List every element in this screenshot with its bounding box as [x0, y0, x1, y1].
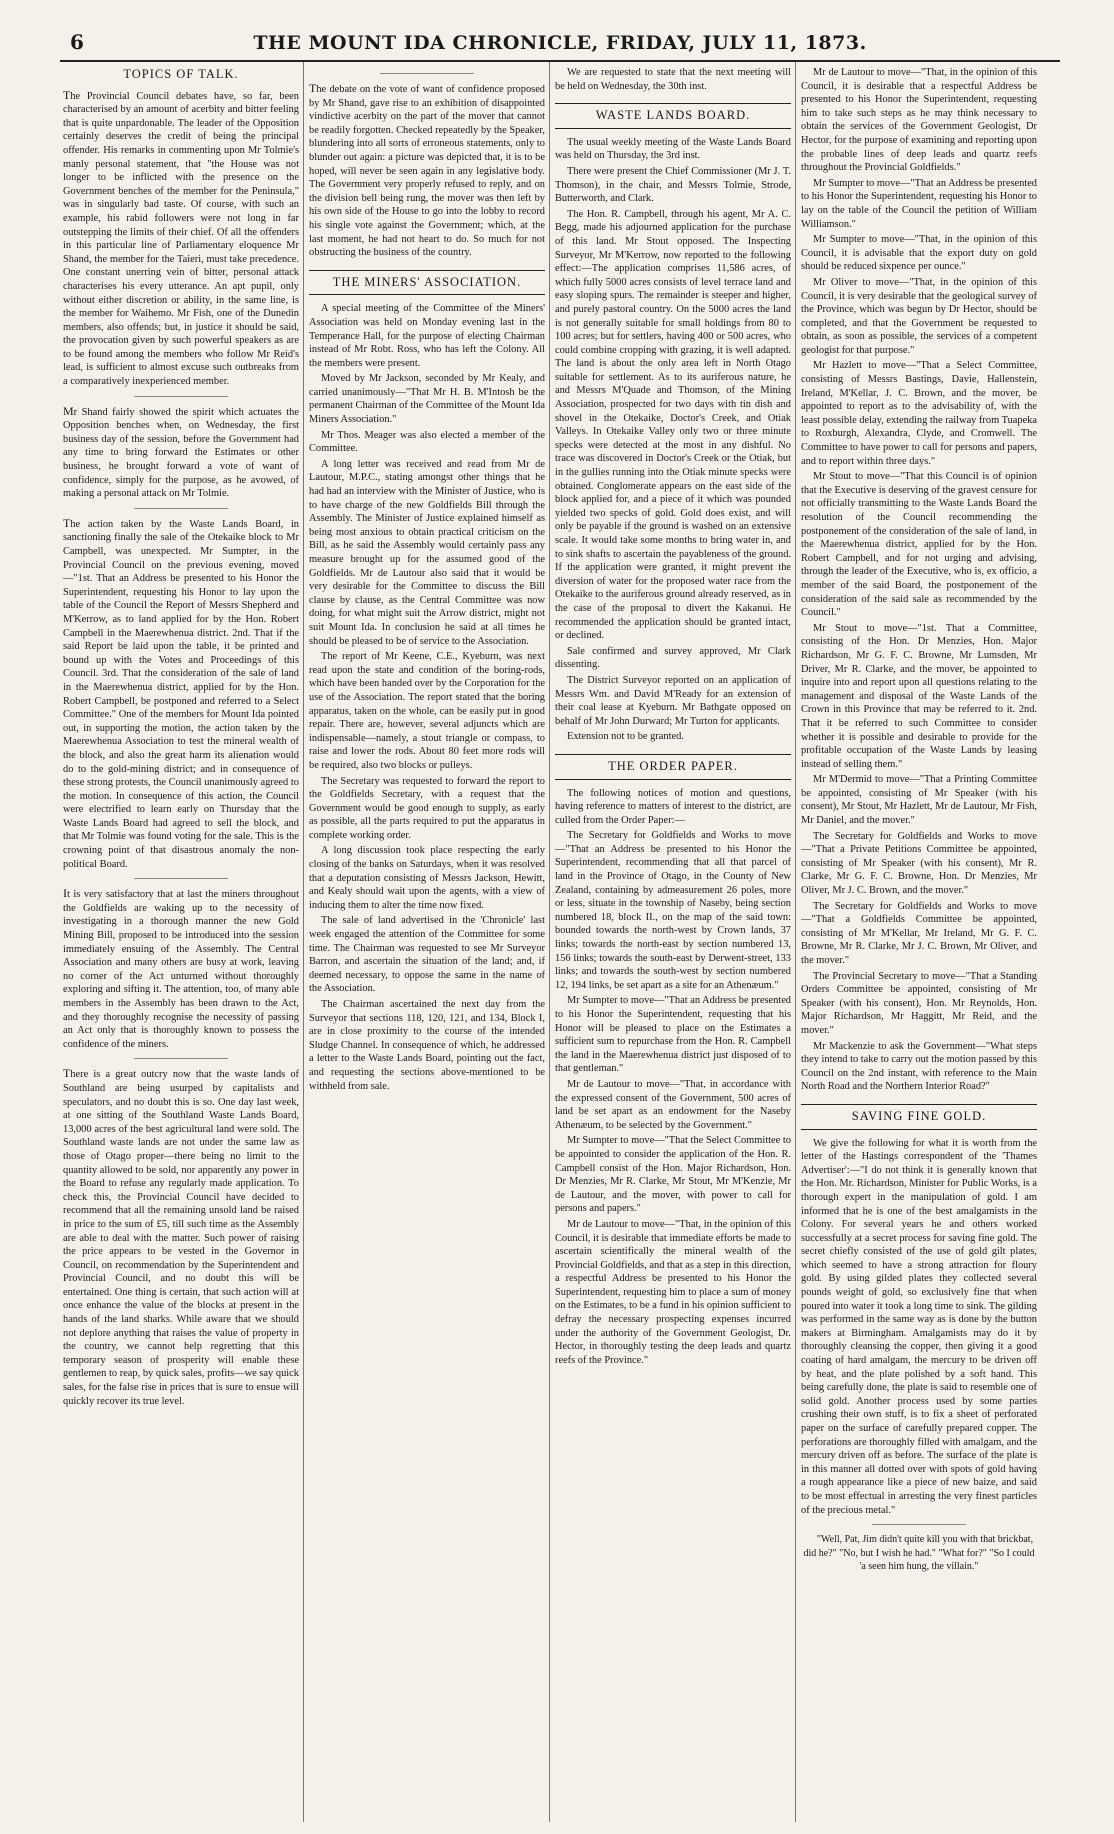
order-paragraph: The Secretary for Goldfields and Works to move—"That an Address be presented to his Honor the Superintendent, recommending that all that parcel of land in the Province of Otago, in the County of New Zealand, containing by admeasurement 26 poles, more or less, situate in the township of Naseby, being section numbered 18, block II., on the map of the said town: bounded towards the north-west by Crown lands, 37 links; towards the north-east by section numbered 13, 156 links; towards the south-east by Derwent-street, 133 links; and towards the south-west by section numbered 12, 194 links, be set apart as a site for an Athenæum." — [555, 830, 791, 991]
order-paragraph: Mr Sumpter to move—"That an Address be presented to his Honor the Superintendent, requesting his Honor to lay on the table of the Council the petition of William Williamson." — [801, 177, 1037, 230]
order-paragraph: Mr de Lautour to move—"That, in the opinion of this Council, it is desirable that immediate efforts be made to ascertain scientifically the mineral wealth of the Provincial Goldfields, and that as a step in this direction, a respectful Address be presented to his Honor the Superintendent, requesting him to place a sum of money on the Estimates, to be a fund in his opinion sufficient to defray the necessary prospecting expenses incurred under the authority of the Government Geologist, Dr. Hector, in thoroughly testing the deep leads and quartz reefs of the Province." — [555, 1218, 791, 1366]
masthead: THE MOUNT IDA CHRONICLE, FRIDAY, JULY 11, 1873. — [253, 32, 867, 54]
order-paragraph: Mr de Lautour to move—"That, in accordance with the expressed consent of the Government, 500 acres of land be set apart as an endowment for the Naseby Athenæum, to be selected by the Government." — [555, 1078, 791, 1131]
miners-paragraph: The sale of land advertised in the 'Chronicle' last week engaged the attention of the Committee for some time. The Chairman was requested to see Mr Surveyor Barron, and ascertain the situation of the land; and, if deemed necessary, to oppose the same in the name of the Association. — [309, 915, 545, 995]
column-1 — [63, 66, 299, 1818]
order-paragraph: The Secretary for Goldfields and Works to move—"That a Goldfields Committee be appointed, consisting of Mr M'Kellar, Mr Ireland, Mr G. F. C. Browne, Mr R. Clarke, Mr J. C. Brown, Mr Oliver, and the mover." — [801, 900, 1037, 966]
topics-title: TOPICS OF TALK. — [123, 67, 239, 81]
order-paragraph: Mr de Lautour to move—"That, in the opinion of this Council, it is desirable that a respectful Address be presented to his Honor the Superintendent, requesting him to take such steps as he may think necessary to obtain the services of the Government Geologist, Dr Hector, for the purpose of examining and reporting upon the probable lines of deep leads and quartz reefs throughout the Provincial Goldfields." — [801, 67, 1037, 174]
divider — [134, 396, 228, 397]
order-paragraph: Mr Mackenzie to ask the Government—"What steps they intend to take to carry out the motion passed by this Council on the 2nd instant, with reference to the Main North Road and the Northern Interior Road?" — [801, 1040, 1037, 1093]
topics-paragraph: The action taken by the Waste Lands Board, in sanctioning finally the sale of the Otekaike block to Mr Campbell, was unexpected. Mr Sumpter, in the Provincial Council on the previous evening, moved—"1st. That an Address be presented to his Honor the Superintendent, requesting his Honor to lay upon the table of the Council the Report of Messrs Shepherd and M'Kerrow, as to land applied for by the Hon. Robert Campbell in the Maerewhenua district. 2nd. That if the said Report be laid upon the table, it be printed and bound up with the Votes and Proceedings of this Council. 3rd. That the consideration of the sale of land in the Maerewhenua district, applied for by the Hon. Robert Campbell, be postponed and referred to a Select Committee." One of the members for Mount Ida pointed out, in supporting the motion, the action taken by the Maerewhenua Association to test the mineral wealth of the block, and also the great harm its alienation would do to the gold-mining district; and in consequence of these strong protests, the Council unanimously agreed to the motion. In consequence of this action, the Council were electrified to learn early on Thursday that the Waste Lands Board had agreed to sell the block, and that Mr Tolmie was found voting for the sale. This is the crowning point of that disastrous anomaly the non-political Board. — [63, 515, 299, 870]
order-paragraph: The Secretary for Goldfields and Works to move—"That a Private Petitions Committee be appointed, consisting of Mr Speaker (with his consent), Mr R. Clarke, Mr G. F. C. Browne, Hon. Dr Menzies, Mr Oliver, Mr J. C. Brown, and the mover." — [801, 830, 1037, 897]
topics-paragraph: It is very satisfactory that at last the miners throughout the Goldfields are waking up to the necessity of investigating in a thorough manner the new Gold Mining Bill, proposed to be introduced into the session immediately ensuing of the Assembly. The Central Association and many others are busy at work, leaving no corner of the Act unturned without thoroughly exploring and sifting it. The attention, too, of many able members in the Assembly has been drawn to the Act, and they thoroughly recognise the necessity of passing an Act only that is thoroughly known to possess the confidence of the miners. — [63, 886, 299, 1050]
topics-paragraph: There is a great outcry now that the waste lands of Southland are being usurped by capitalists and speculators, and no doubt this is so. One day last week, at one sitting of the Southland Waste Lands Board, 13,000 acres of the best agricultural land were sold. The Southland waste lands are not under the same law as those of Otago proper—there being no limit to the quantity allowed to be sold, nor apparently any power in the Board to refuse any regularly made application. To check this, the Provincial Council have decided to recommend that all the remaining unsold land be raised in price to the sum of £5, till such time as the Assembly are able to deal with the matter. Such power of raising the price appears to be vested in the Governor in Council, on recommendation by the Superintendent and Provincial Council, and no doubt this will be entertained. One thing is certain, that such action will at once enhance the value of the blocks at present in the hands of the land sharks. While aware that we should not deplore anything that raises the value of property in the country, we cannot help regretting that this temporary season of prosperity will enable these gentlemen to reap, by quick sales, profits—we say quick sales, for the false rise in prices that is sure to ensue will quickly recover its true level. — [63, 1066, 299, 1407]
miners-paragraph: The report of Mr Keene, C.E., Kyeburn, was next read upon the state and condition of the boring-rods, which have been handed over by the Corporation for the use of the Association. The report stated that the boring apparatus, taken on the whole, can be easily put in good repair. There are, however, several adjuncts which are indispensable—namely, a stout triangle or compass, to raise and lower the rods. About 80 feet more rods will be required, also two blocks or pulleys. — [309, 651, 545, 771]
column-rule — [549, 62, 550, 1822]
miners-paragraph: The Secretary was requested to forward the report to the Goldfields Secretary, with a request that the Government would be good enough to supply, as early as possible, all the parts required to put the apparatus in complete working order. — [309, 775, 545, 841]
order-paper-title: THE ORDER PAPER. — [555, 754, 791, 780]
order-paragraph: The following notices of motion and questions, having reference to matters of interest to the district, are culled from the Order Paper:— — [555, 787, 791, 826]
order-paragraph: Mr Sumpter to move—"That the Select Committee to be appointed to consider the application of the Hon. R. Campbell consist of the Hon. Major Richardson, Hon. Dr Menzies, Mr R. Clarke, Mr Stout, Mr M'Kenzie, Mr de Lautour, and the mover, with power to call for persons and papers." — [555, 1135, 791, 1215]
waste-paragraph: Sale confirmed and survey approved, Mr Clark dissenting. — [555, 645, 791, 671]
divider — [134, 878, 228, 879]
waste-lands-title: WASTE LANDS BOARD. — [555, 103, 791, 129]
saving-gold-title: SAVING FINE GOLD. — [801, 1104, 1037, 1130]
order-paragraph: Mr Sumpter to move—"That, in the opinion of this Council, it is advisable that the export duty on gold should be reduced sixpence per ounce." — [801, 234, 1037, 273]
miners-paragraph: The Chairman ascertained the next day from the Surveyor that sections 118, 120, 121, and 134, Block I, are in close proximity to the course of the intended Sludge Channel. In consequence of which, he addressed a letter to the Waste Lands Board, pointing out the fact, and requesting the sections above-mentioned to be withheld from sale. — [309, 999, 545, 1092]
miners-paragraph: Mr Thos. Meager was also elected a member of the Committee. — [309, 429, 545, 455]
column-rule — [303, 62, 304, 1822]
miners-paragraph: Moved by Mr Jackson, seconded by Mr Kealy, and carried unanimously—"That Mr H. B. M'Intosh be the permanent Chairman of the Committee of the Mount Ida Miners Association." — [309, 373, 545, 426]
waste-paragraph: There were present the Chief Commissioner (Mr J. T. Thomson), in the chair, and Messrs Tolmie, Strode, Butterworth, and Clark. — [555, 165, 791, 205]
waste-paragraph: Extension not to be granted. — [567, 731, 684, 743]
topics-paragraph: Mr Shand fairly showed the spirit which actuates the Opposition benches when, on Wednesday, the first business day of the session, before the Government had any time to bring forward the Estimates or other business, he brought forward a vote of want of confidence, simply for the purpose, as he avowed, of making a personal attack on Mr Tolmie. — [63, 403, 299, 500]
waste-paragraph: The District Surveyor reported on an application of Messrs Wm. and David M'Ready for an extension of their coal lease at Kyeburn. Mr Bathgate opposed on behalf of Mr John Durward; Mr Turton for applicants. — [555, 674, 791, 727]
waste-paragraph: The usual weekly meeting of the Waste Lands Board was held on Thursday, the 3rd inst. — [555, 136, 791, 162]
order-paragraph: Mr Stout to move—"That this Council is of opinion that the Executive is deserving of the gravest censure for not officially transmitting to the Waste Lands Board the resolution of the Council recommending the postponement of the consideration of the sale of land, in the Maerewhenua district, applied for by the Hon. Robert Campbell, and for not urging and advising, through the leader of the Executive, who is, ex officio, a member of the said Board, the postponement of the consideration of the said sale as recommended by the Council." — [801, 471, 1037, 619]
closing-quote: "Well, Pat, Jim didn't quite kill you with that brickbat, did he?" "No, but I wish he had." "What for?" "So I could 'a seen him hung, the villain." — [803, 1534, 1035, 1573]
column-rule — [795, 62, 796, 1822]
page-header — [60, 30, 1060, 62]
divider — [134, 508, 228, 509]
column-2 — [309, 66, 545, 1818]
miners-paragraph: A long discussion took place respecting the early closing of the banks on Saturdays, when it was resolved that a deputation consisting of Messrs Jackson, Hewitt, and Kealy should wait upon the agents, with a view of inducing them to alter the time now fixed. — [309, 845, 545, 911]
topics-paragraph: The Provincial Council debates have, so far, been characterised by an amount of acerbity and bitter feeling that is quite unpardonable. The leader of the Opposition certainly deserves the credit of being the principal offender. His remarks in commenting upon Mr Tolmie's manly personal statement, that "the House was not longer to be inflicted with the presence on the Government benches of the member for the Peninsula," was in singularly bad taste. Of course, with such an example, his rabid followers were not long in far outstepping the limits of their chief. Of all the offenders in this particular line of Parliamentary eloquence Mr Shand, the member for the Taieri, must take precedence. One constant unerring vein of bitter, personal attack characterises his every utterance. An apt pupil, only without either discretion or ability, in the same line, is the member for Waihemo. Mr Fish, one of the Dunedin members, also offends; but, in justice it should be said, the provocation given by such powerful speakers as are to be found among the members who follow Mr Reid's lead, is sufficient to almost excuse such outbreaks from a comparatively inexperienced member. — [63, 87, 299, 388]
divider — [134, 1058, 228, 1059]
miners-title: THE MINERS' ASSOCIATION. — [309, 270, 545, 296]
saving-paragraph: We give the following for what it is worth from the letter of the Hastings correspondent of the 'Thames Advertiser':—"I do not think it is generally known that the Hon. Mr. Richardson, Minister for Public Works, is a thorough expert in the manipulation of gold. I am informed that he is one of the best amalgamists in the Colony. For several years he and others worked successfully at a secret process for saving fine gold. The secret chiefly consisted of the use of gold gilt plates, which seemed to have a strong attraction for floury gold. By using gilded plates they collected several pounds weight of gold, so exclusively fine that when poured into water it took a long time to sink. The gilding was performed in the same way as is done by the button makers at Birmingham. Amalgamists may do it by thoroughly cleansing the copper, then giving it a good coating of hard amalgam, the mercury to be driven off by heat, and the plate polished by a soft hand. This being carefully done, the plate is said to resemble one of solid gold. Another process used by some parties crushing their own stuff, is to fix a sheet of perforated paper on the surface of carefully prepared copper. The perforations are thoroughly filled with amalgam, and the mercury driven off as before. The surface of the plate is in this manner all dotted over with spots of gold having a rough appearance like a piece of new baize, and said to be most effectual in arresting the very finest particles of the precious metal." — [801, 1137, 1037, 1516]
order-paragraph: Mr M'Dermid to move—"That a Printing Committee be appointed, consisting of Mr Speaker (with his consent), Mr Stout, Mr Hazlett, Mr de Lautour, Mr Fish, Mr Daniel, and the mover." — [801, 774, 1037, 827]
miners-paragraph: A long letter was received and read from Mr de Lautour, M.P.C., stating amongst other things that he had had an interview with the Minister of Justice, who is to have charge of the new Goldfields Bill through the Assembly. The Minister of Justice explained himself as being most anxious to obtain practical criticism on the Bill, as he said the Assembly would certainly pass any measure brought up for the assumed good of the Goldfields. Mr de Lautour also said that it would be very desirable for the Committee to discuss the Bill clause by clause, as the Central Committee was now doing, for what might suit the Arrow district, might not suit Mount Ida. In conclusion he said at all times he should be pleased to be of service to the Association. — [309, 458, 545, 647]
divider — [872, 1524, 966, 1525]
waste-paragraph: The Hon. R. Campbell, through his agent, Mr A. C. Begg, made his adjourned application for the purchase of this land. Mr Stout opposed. The Inspecting Surveyor, Mr M'Kerrow, now reported to the following effect:—The application comprises 11,586 acres, of which fully 5000 acres consists of level terrace land and easy sloping spurs. The remainder is steeper and higher, and purely pastoral country. On the 5000 acres the land is not generally suitable for small holdings from 80 to 100 acres; but for settlers, having 400 or 500 acres, who could combine cropping with grazing, it is well adapted. The land is about the only area left in North Otago suitable for settlement. As to its auriferous nature, he and Messrs M'Quade and Thomson, of the Mining Association, prospected for two days with tin dish and shovel in the Otekaike, Doctor's Creek, and Otiak Valleys. In Otekaike Valley only two or three minute specks were detected at the most in any dishful. No trace was discovered in Doctor's Creek or the Otiak, but in the gullies running into the Otiak minute specks were obtained. Conglomerate appears on the east side of the block applied for, and a piece of it which was pounded yielded two specks of gold. Gold does exist, and will only be payable if the ground is washed on an extensive scale. It would take some months to bring water in, and to sink shafts to ascertain the payableness of the ground. If the application were granted, it might prevent the diversion of water for the proposed water race from the Otekaike to the auriferous ground already reserved, as in the case of the proposal to divert the Kakanui. He recommended the application should be granted intact, or declined. — [555, 208, 791, 642]
divider — [380, 73, 474, 74]
column-4 — [801, 66, 1037, 1818]
order-paragraph: The Provincial Secretary to move—"That a Standing Orders Committee be appointed, consisting of Mr Speaker (with his consent), Hon. Mr Reynolds, Hon. Major Richardson, Mr Haggitt, Mr Reid, and the mover." — [801, 970, 1037, 1036]
topics-paragraph: The debate on the vote of want of confidence proposed by Mr Shand, gave rise to an exhibition of disappointed vindictive acerbity on the part of the mover that cannot be readily forgotten. Checked repeatedly by the Speaker, blundering into all sorts of erroneous statements, only to blunder out again: a picture was depicted that, it is to be hoped, will never be seen again in any legislative body. The Government very properly refused to reply, and on the division bell being rung, the mover was then left by his own side of the House to go into the lobby to record his single vote against the Government; which, at the last moment, he had not heart to do. So much for not obstructing the business of the country. — [309, 81, 545, 259]
miners-paragraph: We are requested to state that the next meeting will be held on Wednesday, the 30th inst. — [555, 67, 791, 92]
order-paragraph: Mr Oliver to move—"That, in the opinion of this Council, it is very desirable that the geological survey of the Province, which was begun by Dr Hector, should be completed, and that the Government be requested to obtain, as soon as possible, the services of a competent geologist for that purpose." — [801, 276, 1037, 356]
order-paragraph: Mr Hazlett to move—"That a Select Committee, consisting of Messrs Bastings, Davie, Hallenstein, Ireland, M'Kellar, J. C. Brown, and the mover, be appointed to report as to the advisability of, with the least possible delay, extending the railway from Tuapeka to Roxburgh, Alexandra, Clyde, and Cromwell. The Committee to have power to call for persons and papers, and to report within three days." — [801, 360, 1037, 467]
column-3 — [555, 66, 791, 1818]
order-paragraph: Mr Sumpter to move—"That an Address be presented to his Honor the Superintendent, requesting that his Honor will be pleased to place on the Estimates a sufficient sum to repurchase from the Hon. R. Campbell the land in the Maerewhenua district just disposed of to that gentleman." — [555, 995, 791, 1075]
page-number: 6 — [70, 30, 84, 54]
order-paragraph: Mr Stout to move—"1st. That a Committee, consisting of the Hon. Dr Menzies, Hon. Major Richardson, Mr G. F. C. Browne, Mr Lumsden, Mr Driver, Mr R. Clarke, and the mover, be appointed to inquire into and report upon all questions relating to the management and disposal of the Waste Lands of the Crown in this Province that may be referred to it. 2nd. That it be referred to such Committee to consider whether it is possible and desirable to provide for the profitable occupation of the Waste Lands by leasing instead of selling them." — [801, 622, 1037, 770]
miners-paragraph: A special meeting of the Committee of the Miners' Association was held on Monday evening last in the Temperance Hall, for the purpose of electing Chairman instead of Mr Robt. Ross, who has left the Colony. All the members were present. — [309, 303, 545, 369]
